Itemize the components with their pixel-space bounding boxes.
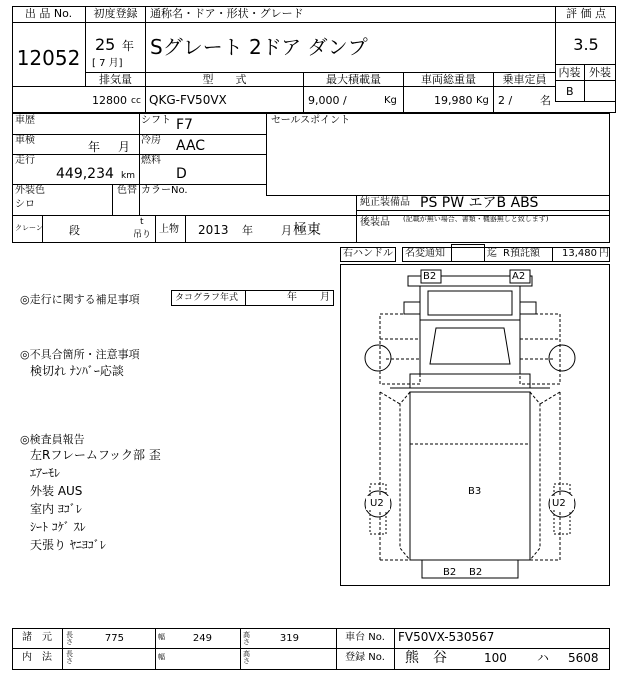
interior-grade-label: 内装	[558, 66, 581, 79]
right-hand-drive: 右ハンドル	[343, 248, 393, 259]
truck-diagram	[340, 264, 610, 586]
color-change-label: 色替	[117, 185, 137, 196]
displacement-value: 12800	[92, 94, 127, 107]
capacity-value: 2 /	[498, 94, 513, 107]
upper-body-year-unit: 年	[242, 224, 253, 237]
mark-front-left: B2	[423, 271, 437, 282]
history-label: 車歴	[15, 115, 35, 126]
inspector-title: ◎検査員報告	[20, 433, 85, 446]
name-change-date-box	[451, 244, 485, 262]
aftermarket-note: (記載が無い場合、書類・機器無しと致します)	[403, 215, 549, 223]
chassis-number: FV50VX-530567	[398, 630, 495, 644]
mark-left-side: U2	[370, 498, 384, 509]
interior-grade: B	[566, 85, 574, 98]
exterior-color-label: 外装色	[15, 185, 45, 196]
shift-label: シフト	[141, 115, 171, 126]
inspector-line: 外装 AUS	[30, 484, 83, 498]
mark-front-right: A2	[512, 271, 526, 282]
capacity-unit: 名	[540, 94, 551, 107]
first-registration-label: 初度登録	[93, 7, 138, 20]
mark-bed: B3	[468, 486, 482, 497]
height-label: 高さ	[243, 631, 250, 646]
upper-body-maker: 極東	[293, 222, 321, 238]
mark-rear-right: B2	[469, 567, 483, 578]
registration-kana: ハ	[537, 651, 550, 665]
gross-weight-unit: Kg	[476, 95, 489, 106]
inspector-line: 室内 ﾖｺﾞﾚ	[30, 502, 82, 516]
max-load-unit: Kg	[384, 95, 397, 106]
yen-unit: 円	[599, 248, 609, 259]
upper-body-label: 上物	[159, 224, 179, 235]
registration-label: 登録 No.	[345, 652, 385, 663]
car-name-label: 通称名・ドア・形状・グレード	[150, 7, 304, 20]
name-change-label: 名変通知	[405, 248, 445, 259]
length-label: 長さ	[66, 631, 73, 646]
defect-line: 検切れ ﾅﾝﾊﾞｰ応談	[30, 364, 124, 378]
height-value: 319	[279, 633, 299, 644]
tachograph-month-unit: 月	[320, 292, 330, 303]
upper-body-year: 2013	[198, 223, 229, 237]
lot-label: 出 品 No.	[24, 7, 73, 20]
model-value: QKG-FV50VX	[149, 93, 227, 107]
defects-title: ◎不具合箇所・注意事項	[20, 348, 140, 361]
inner-width-label: 幅	[158, 653, 165, 661]
fuel-value: D	[176, 166, 187, 182]
max-load-label: 最大積載量	[326, 73, 381, 86]
inspector-line: ｴｱｰﾓﾚ	[30, 466, 61, 480]
inspection-year-unit: 年	[88, 140, 101, 154]
capacity-label: 乗車定員	[502, 73, 547, 86]
inspection-month-unit: 月	[118, 140, 131, 154]
lost-label: 迄	[487, 248, 497, 259]
ac-label: 冷房	[141, 135, 161, 146]
inspection-label: 車検	[15, 135, 35, 146]
registration-class: 100	[484, 651, 507, 665]
registration-year: 25	[95, 35, 116, 54]
shift-value: F7	[176, 117, 193, 133]
registration-month: [ 7 月]	[92, 58, 123, 69]
lot-number: 12052	[16, 46, 81, 70]
tachograph-year-unit: 年	[287, 292, 297, 303]
crane-stage-unit: 段	[69, 224, 80, 237]
exterior-color: シロ	[15, 199, 35, 210]
inner-dims-label: 内 法	[22, 652, 52, 663]
registration-number: 5608	[568, 651, 599, 665]
mark-rear-left: B2	[443, 567, 457, 578]
gross-weight-value: 19,980	[434, 94, 473, 107]
registration-year-unit: 年	[122, 39, 135, 53]
displacement-unit: cc	[131, 96, 141, 106]
aftermarket-label: 後装品	[360, 217, 390, 228]
color-code-label: カラーNo.	[141, 185, 188, 196]
recycle-amount: 13,480	[562, 248, 597, 259]
upper-body-month-unit: 月	[281, 224, 292, 237]
crane-ton-unit: t	[140, 217, 144, 227]
inspector-line: 左Rフレームフック部 歪	[30, 448, 161, 462]
width-value: 249	[192, 633, 212, 644]
standard-equipment: PS PW エアB ABS	[420, 195, 539, 211]
car-name: Sグレート 2ドア ダンプ	[150, 35, 368, 59]
width-label: 幅	[158, 633, 165, 641]
crane-label: クレーン	[15, 224, 43, 232]
registration-region: 熊 谷	[405, 650, 447, 666]
mileage-unit: km	[121, 171, 135, 181]
chassis-label: 車台 No.	[345, 632, 385, 643]
dims-label: 諸 元	[22, 632, 52, 643]
score-label: 評 価 点	[566, 7, 606, 20]
tachograph-label: タコグラフ年式	[175, 293, 239, 303]
standard-equipment-label: 純正装備品	[360, 197, 410, 208]
gross-weight-label: 車両総重量	[421, 73, 476, 86]
ac-value: AAC	[176, 138, 206, 154]
recycle-label: R預託額	[503, 248, 540, 259]
score-value: 3.5	[573, 35, 599, 54]
fuel-label: 燃料	[141, 155, 161, 166]
mark-right-side: U2	[552, 498, 566, 509]
model-label: 型 式	[202, 73, 247, 86]
length-value: 775	[104, 633, 124, 644]
mileage-label: 走行	[15, 155, 35, 166]
inspector-line: ｼｰﾄ ｺｹﾞ ｽﾚ	[30, 520, 86, 534]
mileage-value: 449,234	[56, 166, 114, 182]
max-load-value: 9,000 /	[308, 94, 347, 107]
inner-height-label: 高さ	[243, 650, 250, 665]
driving-notes-title: ◎走行に関する補足事項	[20, 293, 140, 306]
inspector-line: 天張り ﾔﾆﾖｺﾞﾚ	[30, 538, 106, 552]
sales-point-label: セールスポイント	[271, 115, 351, 126]
inner-length-label: 長さ	[66, 650, 73, 665]
displacement-label: 排気量	[99, 73, 132, 86]
exterior-grade-label: 外装	[589, 66, 611, 79]
crane-hoist-unit: 吊り	[133, 230, 152, 240]
